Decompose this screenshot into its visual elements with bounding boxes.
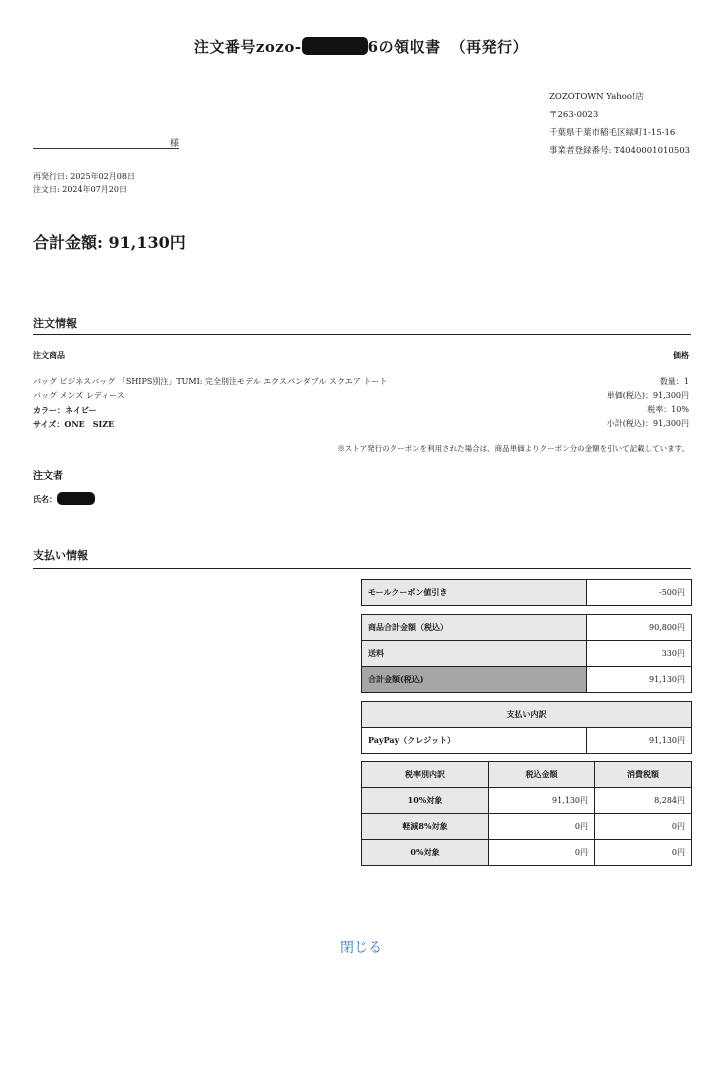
tax-inclusive-amount: 91,130円 <box>489 788 595 814</box>
tax-row <box>362 788 692 814</box>
tax-amount: 0円 <box>595 814 692 840</box>
summary-row <box>362 615 692 641</box>
store-postal: 〒263-0023 <box>549 110 599 120</box>
close-button[interactable]: 閉じる <box>340 940 382 956</box>
total-amount: 合計金額: 91,130円 <box>33 233 186 252</box>
summary-value: 90,800円 <box>587 615 692 641</box>
tax-inclusive-amount: 0円 <box>489 814 595 840</box>
breakdown-header: 支払い内訳 <box>362 702 692 728</box>
redacted-name <box>57 492 95 505</box>
tax-header-row <box>362 762 692 788</box>
summary-table <box>361 614 692 693</box>
tax-inclusive-amount: 0円 <box>489 840 595 866</box>
summary-value: 330円 <box>587 641 692 667</box>
order-info-heading: 注文情報 <box>33 317 77 330</box>
breakdown-header-row <box>362 702 692 728</box>
receipt-title <box>0 36 722 57</box>
recipient-line <box>33 148 179 149</box>
tax-row <box>362 814 692 840</box>
item-size: サイズ：ONE SIZE <box>33 419 115 429</box>
item-unit-price: 単価(税込)：91,300円 <box>606 391 689 400</box>
payment-breakdown-table <box>361 701 692 754</box>
title-reissue: （再発行） <box>450 38 529 56</box>
item-color: カラー：ネイビー <box>33 405 97 415</box>
store-address: 千葉県千葉市稲毛区緑町1-15-16 <box>549 128 676 138</box>
tax-table <box>361 761 692 866</box>
redacted-order-number <box>302 37 368 55</box>
tax-header: 税率別内訳 <box>362 762 489 788</box>
item-details <box>33 375 387 431</box>
store-registration: 事業者登録番号: T4040001010503 <box>549 146 691 156</box>
tax-amount: 8,284円 <box>595 788 692 814</box>
orderer-heading: 注文者 <box>33 471 63 482</box>
recipient-honorific: 様 <box>170 139 180 149</box>
coupon-label: モールクーポン値引き <box>362 580 587 606</box>
price-header: 価格 <box>673 350 689 360</box>
title-suffix: 6の領収書 <box>367 38 441 56</box>
coupon-value: -500円 <box>587 580 692 606</box>
item-tax-rate: 税率：10% <box>647 405 689 414</box>
item-name: バッグ ビジネスバッグ 「SHIPS別注」TUMI: 完全別注モデル エクスパンダブル スクエア トート <box>33 377 388 386</box>
summary-label: 商品合計金額（税込） <box>362 615 587 641</box>
tax-rate-label: 軽減8%対象 <box>362 814 489 840</box>
payment-method-row <box>362 728 692 754</box>
store-name: ZOZOTOWN Yahoo!店 <box>549 92 644 102</box>
tax-header: 消費税額 <box>595 762 692 788</box>
summary-total-label: 合計金額(税込) <box>362 667 587 693</box>
summary-total-row <box>362 667 692 693</box>
summary-total-value: 91,130円 <box>587 667 692 693</box>
payment-method-label: PayPay（クレジット） <box>362 728 587 754</box>
coupon-row <box>362 580 692 606</box>
orderer-name-label: 氏名： <box>33 494 57 504</box>
reissue-date: 再発行日: 2025年02月08日 <box>33 172 135 181</box>
title-prefix: 注文番号zozo- <box>193 38 302 56</box>
tax-row <box>362 840 692 866</box>
payment-method-value: 91,130円 <box>587 728 692 754</box>
payment-rule <box>33 568 691 569</box>
tax-rate-label: 0%対象 <box>362 840 489 866</box>
item-price-details <box>607 375 689 431</box>
coupon-table <box>361 579 692 606</box>
items-header: 注文商品 <box>33 350 65 360</box>
item-subtotal: 小計(税込)：91,300円 <box>606 419 689 428</box>
summary-label: 送料 <box>362 641 587 667</box>
orderer-name-row <box>33 492 95 505</box>
order-info-rule <box>33 334 691 335</box>
item-quantity: 数量：1 <box>659 377 689 386</box>
store-info <box>549 88 690 160</box>
payment-heading: 支払い情報 <box>33 549 88 562</box>
item-category: バッグ メンズ レディース <box>33 391 125 400</box>
tax-amount: 0円 <box>595 840 692 866</box>
tax-header: 税込金額 <box>489 762 595 788</box>
summary-row <box>362 641 692 667</box>
coupon-note: ※ストア発行のクーポンを利用された場合は、商品単価よりクーポン分の金額を引いて記載しています。 <box>337 444 689 453</box>
tax-rate-label: 10%対象 <box>362 788 489 814</box>
dates <box>33 170 135 196</box>
order-date: 注文日: 2024年07月20日 <box>33 185 127 194</box>
